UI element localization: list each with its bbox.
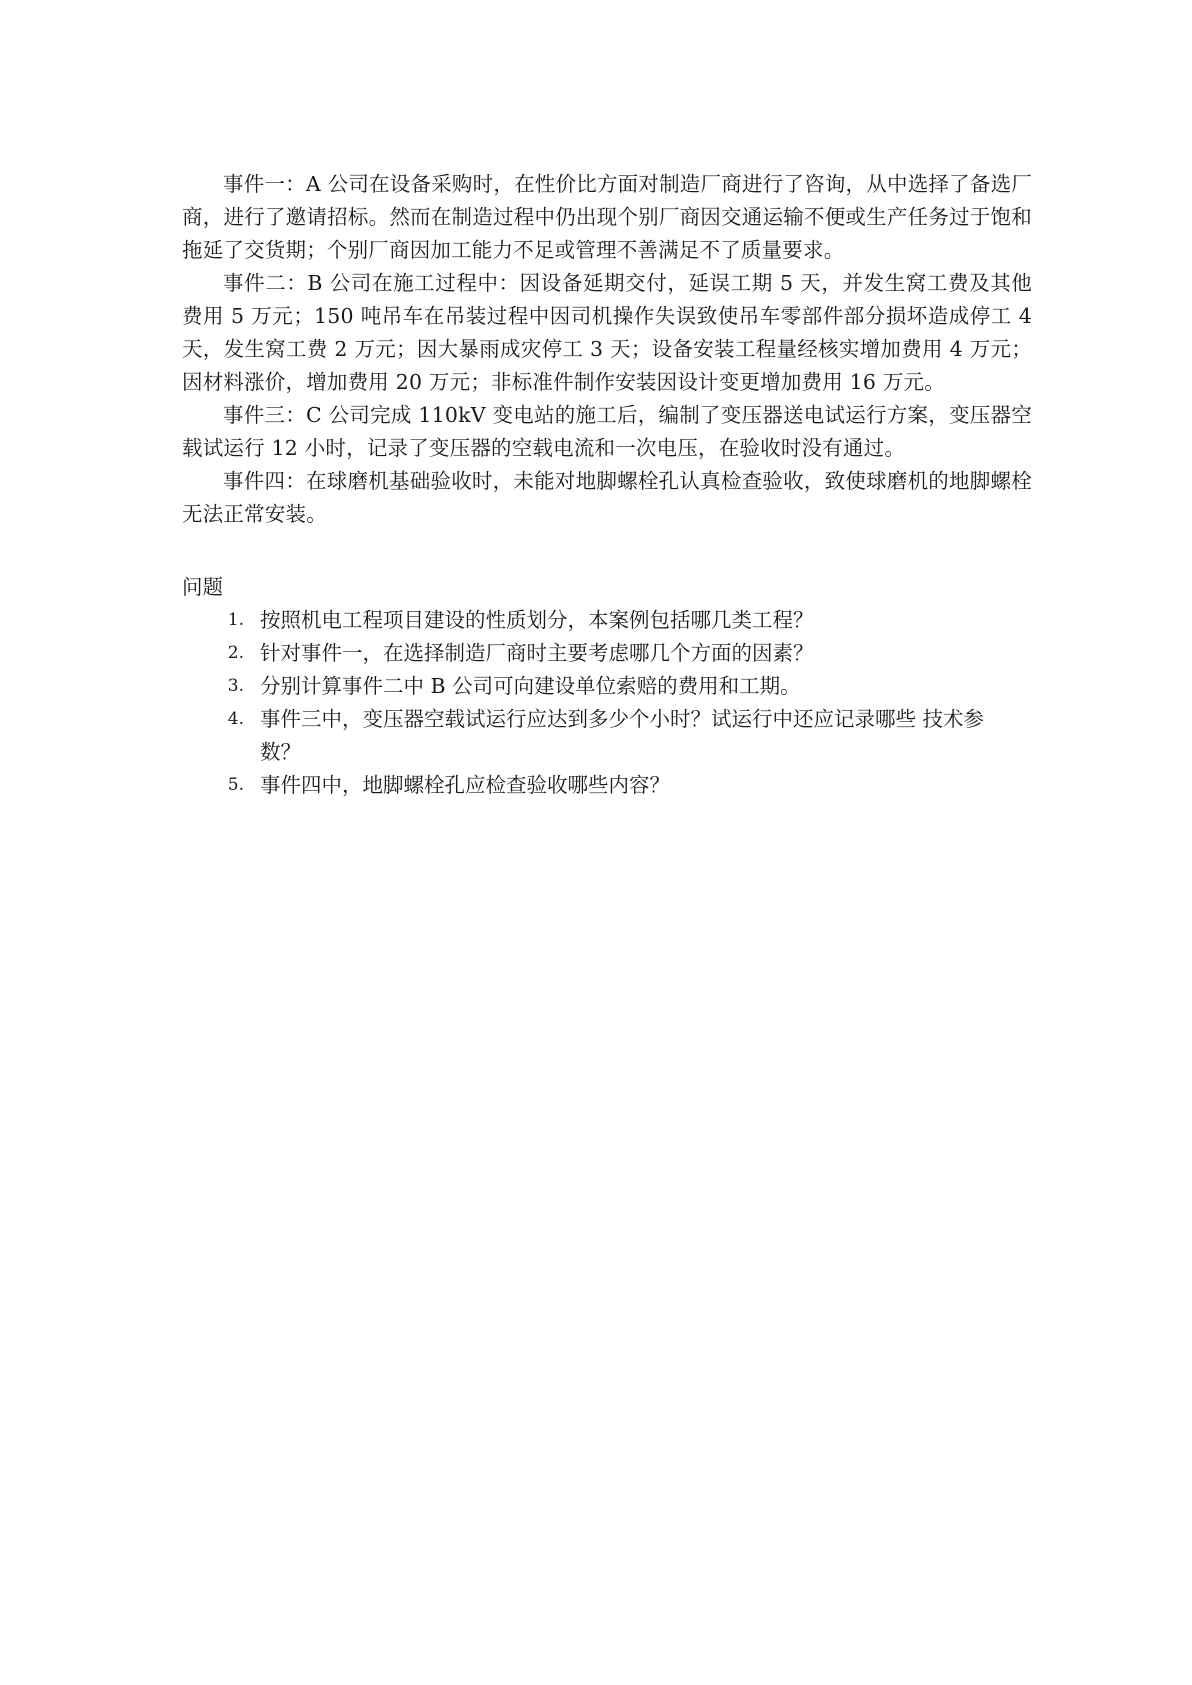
questions-heading: 问题 <box>182 575 223 599</box>
event-four-paragraph: 事件四：在球磨机基础验收时，未能对地脚螺栓孔认真检查验收，致使球磨机的地脚螺栓无法正常安装。 <box>182 469 1032 526</box>
document-page <box>182 168 1032 802</box>
event-one-paragraph: 事件一：A 公司在设备采购时，在性价比方面对制造厂商进行了咨询，从中选择了备选厂商，进行了邀请招标。然而在制造过程中仍出现个别厂商因交通运输不便或生产任务过于饱和拖延了交货期；个别厂商因加工能力不足或管理不善满足不了质量要求。 <box>182 172 1032 262</box>
question-number: 1. <box>227 610 244 630</box>
event-three-paragraph: 事件三：C 公司完成 110kV 变电站的施工后，编制了变压器送电试运行方案，变压器空载试运行 12 小时，记录了变压器的空载电流和一次电压，在验收时没有通过。 <box>182 403 1032 460</box>
question-number: 5. <box>227 775 244 795</box>
question-item-2 <box>182 637 1032 670</box>
question-item-5 <box>182 769 1032 802</box>
question-text: 针对事件一，在选择制造厂商时主要考虑哪几个方面的因素？ <box>260 641 814 665</box>
question-text: 分别计算事件二中 B 公司可向建设单位索赔的费用和工期。 <box>260 674 801 698</box>
question-number: 3. <box>227 676 244 696</box>
questions-list <box>182 604 1032 802</box>
question-number: 4. <box>227 709 244 729</box>
question-text: 事件四中，地脚螺栓孔应检查验收哪些内容？ <box>260 773 670 797</box>
question-text: 按照机电工程项目建设的性质划分，本案例包括哪几类工程？ <box>260 608 814 632</box>
question-item-3 <box>182 670 1032 703</box>
question-text: 事件三中，变压器空载试运行应达到多少个小时？试运行中还应记录哪些 技术参数？ <box>260 707 985 764</box>
question-number: 2. <box>227 643 244 663</box>
event-two-paragraph: 事件二：B 公司在施工过程中：因设备延期交付，延误工期 5 天，并发生窝工费及其他费用 5 万元；150 吨吊车在吊装过程中因司机操作失误致使吊车零部件部分损坏造成停工 4 天，发生窝工费 2 万元；因大暴雨成灾停工 3 天；设备安装工程量经核实增加费用 4 万元；因材料涨价，增加费用 20 万元；非标准件制作安装因设计变更增加费用 16 万元。 <box>182 271 1032 394</box>
question-item-1 <box>182 604 1032 637</box>
question-item-4 <box>182 703 1032 769</box>
